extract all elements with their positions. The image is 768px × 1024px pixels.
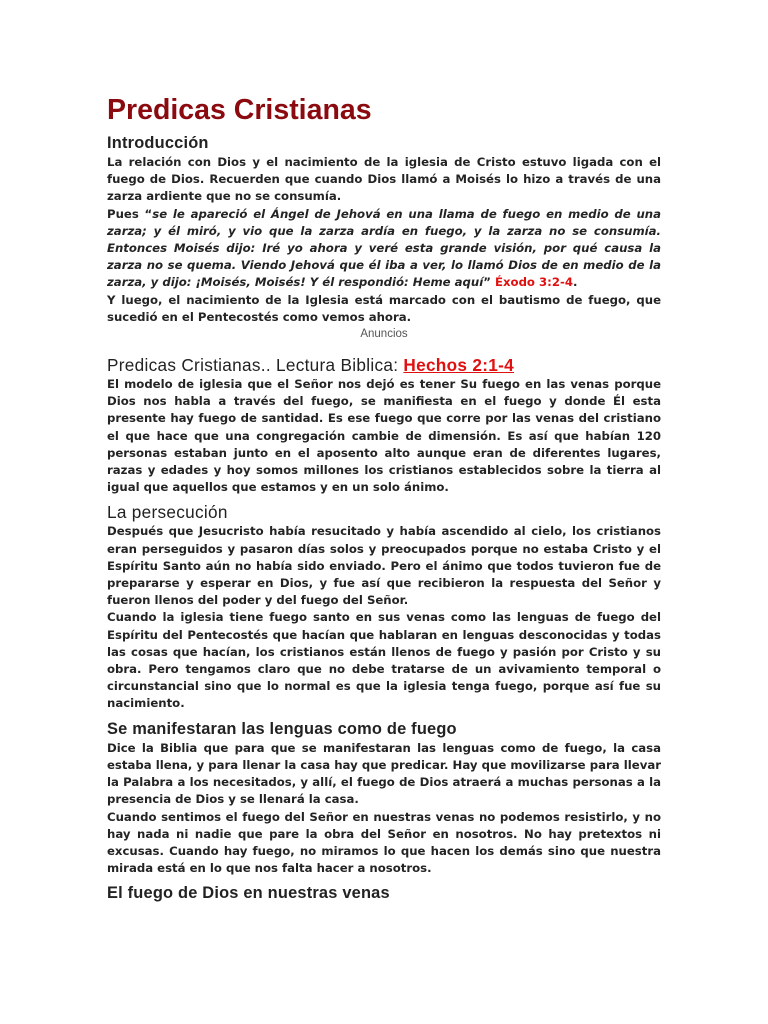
intro-paragraph-3: Y luego, el nacimiento de la Iglesia está marcado con el bautismo de fuego, que sucedió en el Pentecostés como vemos ahora.: [107, 292, 661, 324]
exodus-quote: se le apareció el Ángel de Jehová en una llama de fuego en medio de una zarza; y él miró, y vio que la zarza ardía en fuego, y la zarza no se consumía. Entonces Moisés dijo: Iré yo ahora y veré esta grande visión, por qué causa la zarza no se quema. Viendo Jehová que él iba a ver, lo llamó Dios de en medio de la zarza, y dijo: ¡Moisés, Moisés! Y él respondió: Heme aquí: [107, 206, 662, 290]
intro-p2-end: .: [572, 275, 578, 290]
lenguas-paragraph-1: Dice la Biblia que para que se manifestaran las lenguas como de fuego, la casa estaba llena, y para llenar la casa hay que predicar. Hay que movilizarse para llevar la Palabra a los necesitados, y allí, el fuego de Dios atraerá a muchas personas a la presencia de Dios y se llenará la casa.: [107, 740, 661, 807]
heading-fuego-en-venas: El fuego de Dios en nuestras venas: [107, 884, 390, 903]
lenguas-paragraph-2: Cuando sentimos el fuego del Señor en nuestras venas no podemos resistirlo, y no hay nada ni nadie que pare la obra del Señor en nosotros. No hay pretextos ni excusas. Cuando hay fuego, no miramos lo que hacen los demás sino que nuestra mirada está en lo que nos falta hacer a nosotros.: [107, 809, 661, 876]
heading-introduccion: Introducción: [107, 134, 209, 152]
persecucion-paragraph-2: Cuando la iglesia tiene fuego santo en sus venas como las lenguas de fuego del Espíritu del Pentecostés que hacían que hablaran en lenguas desconocidas y todas las cosas que hacían, los cristianos están llenos de fuego y pasión por Cristo y su obra. Pero tengamos claro que no debe tratarse de un avivamiento temporal o circunstancial sino que lo normal es que la iglesia tenga fuego, porque así fue su nacimiento.: [107, 610, 661, 711]
intro-p2-prefix: Pues “: [107, 206, 153, 221]
intro-paragraph-2: [107, 206, 661, 292]
page-title: Predicas Cristianas: [107, 94, 372, 126]
lectura-paragraph-1: El modelo de iglesia que el Señor nos dejó es tener Su fuego en las venas porque Dios nos habla a través del fuego, se manifiesta en el fuego y donde Él esta presente hay fuego de santidad. Es ese fuego que corre por las venas del cristiano el que hace que una congregación cambie de dimensión. Es así que habían 120 personas estaban junto en el aposento alto aunque eran de diferentes lugares, razas y edades y hoy somos millones los cristianos establecidos sobre la tierra al igual que aquellos que estamos y en un solo ánimo.: [107, 377, 661, 495]
intro-paragraph-1: La relación con Dios y el nacimiento de la iglesia de Cristo estuvo ligada con el fuego de Dios. Recuerden que cuando Dios llamó a Moisés lo hizo a través de una zarza ardiente que no se consumía.: [107, 155, 661, 204]
heading-lectura-biblica: [107, 355, 661, 376]
exodus-reference-link[interactable]: Éxodo 3:2-4: [495, 275, 573, 290]
intro-p2-close: ”: [483, 275, 496, 290]
document-page: [107, 92, 661, 904]
heading-lenguas-de-fuego: Se manifestaran las lenguas como de fuego: [107, 719, 457, 738]
heading-persecucion: La persecución: [107, 502, 228, 523]
ads-label: Anuncios: [360, 328, 408, 341]
persecucion-paragraph-1: Después que Jesucristo había resucitado y había ascendido al cielo, los cristianos eran perseguidos y pasaron días solos y preocupados porque no estaba Cristo y el Espíritu Santo aún no había sido enviado. Pero el ánimo que todos tuvieron fue de prepararse y esperar en Dios, y fue así que recibieron la respuesta del Señor y fueron llenos del poder y del fuego del Señor.: [107, 524, 661, 608]
hechos-reference-link[interactable]: Hechos 2:1-4: [403, 355, 514, 376]
lectura-heading-text: Predicas Cristianas.. Lectura Biblica:: [107, 355, 404, 376]
